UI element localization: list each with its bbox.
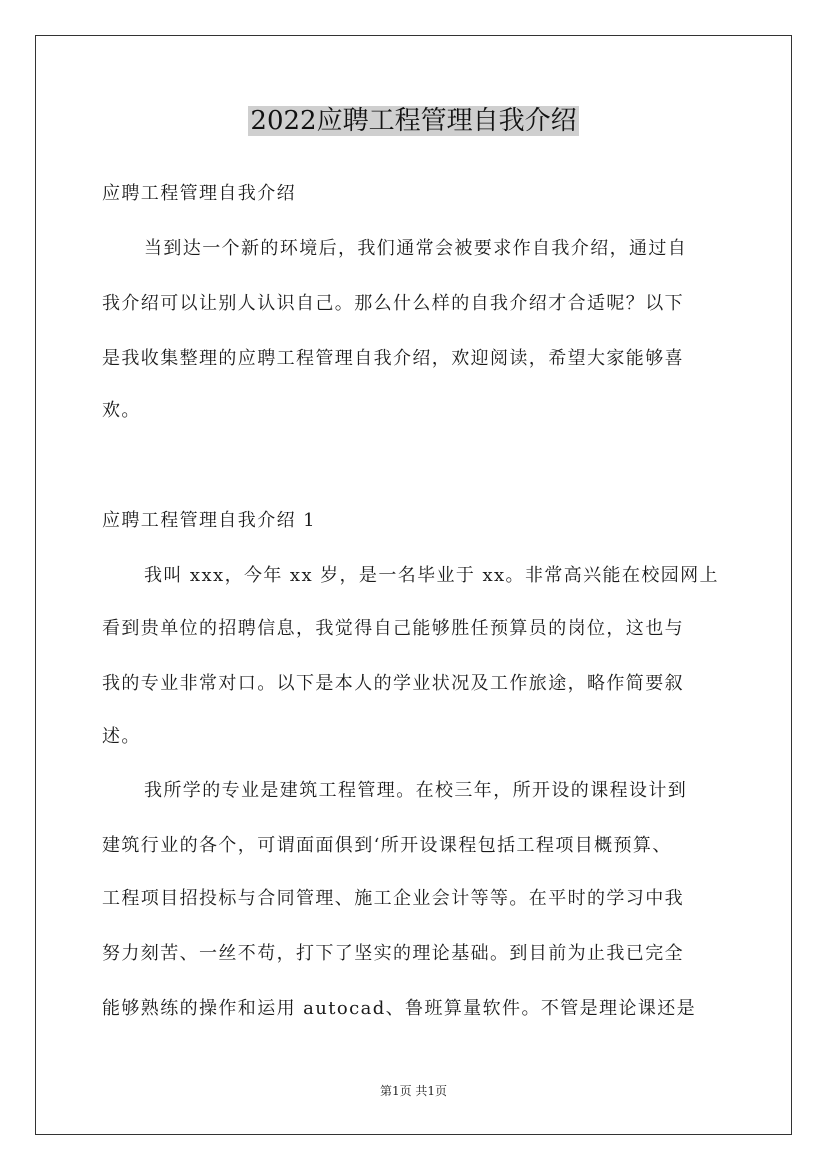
section-heading: 应聘工程管理自我介绍 1: [102, 510, 316, 531]
text-line: 能够熟练的操作和运用 autocad、鲁班算量软件。不管是理论课还是: [102, 998, 697, 1019]
text-line: 看到贵单位的招聘信息，我觉得自己能够胜任预算员的岗位，这也与: [102, 618, 684, 639]
document-title-text: 2022应聘工程管理自我介绍: [250, 106, 577, 136]
text-line: 建筑行业的各个，可谓面面俱到‘所开设课程包括工程项目概预算、: [102, 835, 672, 856]
page-footer: 第1页 共1页: [379, 1084, 448, 1098]
text-line: 当到达一个新的环境后，我们通常会被要求作自我介绍，通过自: [144, 238, 688, 259]
text-line: 我介绍可以让别人认识自己。那么什么样的自我介绍才合适呢？以下: [102, 293, 684, 314]
text-line: 工程项目招投标与合同管理、施工企业会计等等。在平时的学习中我: [102, 888, 684, 909]
text-line: 述。: [102, 726, 141, 747]
document-title: [0, 103, 827, 139]
text-line: 我叫 xxx，今年 xx 岁，是一名毕业于 xx。非常高兴能在校园网上: [144, 565, 719, 586]
text-line: 我的专业非常对口。以下是本人的学业状况及工作旅途，略作简要叙: [102, 673, 684, 694]
text-line: 努力刻苦、一丝不苟，打下了坚实的理论基础。到目前为止我已完全: [102, 943, 684, 964]
text-line: 欢。: [102, 400, 141, 421]
text-line: 我所学的专业是建筑工程管理。在校三年，所开设的课程设计到: [144, 780, 688, 801]
text-line: 是我收集整理的应聘工程管理自我介绍，欢迎阅读，希望大家能够喜: [102, 348, 684, 369]
section-heading: 应聘工程管理自我介绍: [102, 183, 296, 204]
